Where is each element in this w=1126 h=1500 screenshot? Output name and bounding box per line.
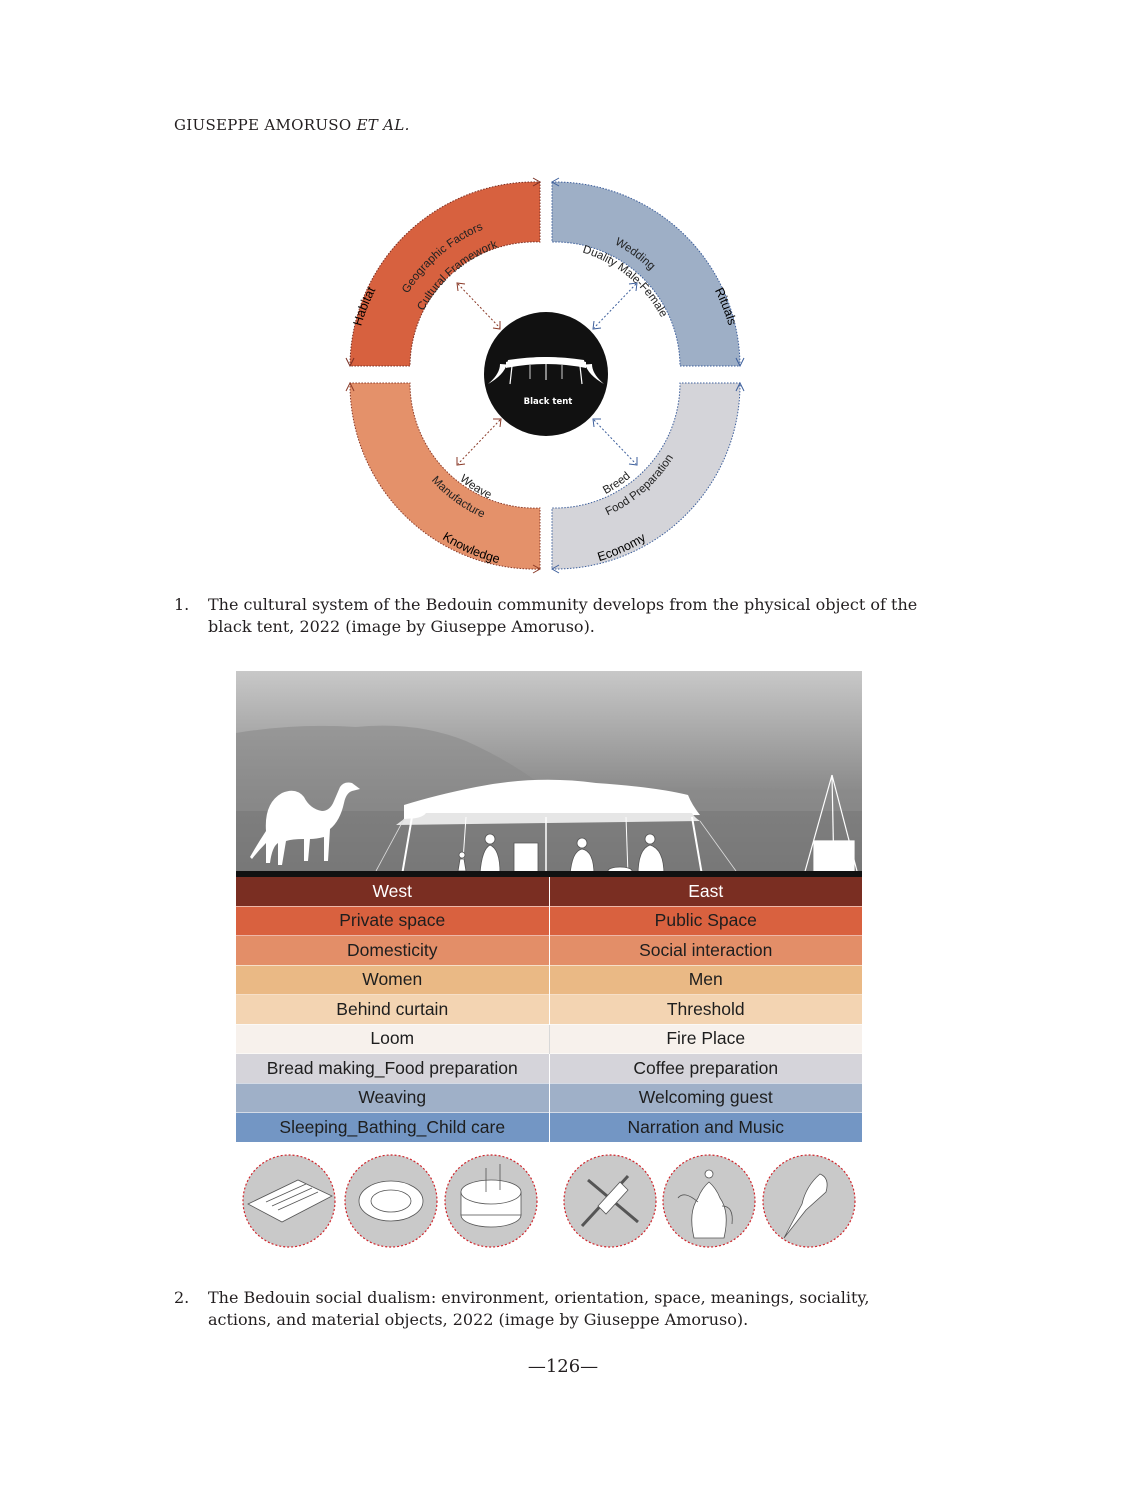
author-name: GIUSEPPE AMORUSO <box>174 116 352 134</box>
east-cell: Coffee preparation <box>549 1054 862 1084</box>
table-row <box>236 906 862 936</box>
west-header: West <box>236 877 549 906</box>
table-row <box>236 1054 862 1084</box>
running-header <box>174 116 410 134</box>
knowledge-item-1: Manufacture <box>429 474 487 521</box>
table-row <box>236 936 862 966</box>
west-cell: Sleeping_Bathing_Child care <box>236 1113 549 1142</box>
east-cell: Public Space <box>549 906 862 936</box>
caption-text: The cultural system of the Bedouin community develops from the physical object of the black tent, 2022 (image by Giuseppe Amoruso). <box>208 595 918 636</box>
west-cell: Loom <box>236 1024 549 1054</box>
east-cell: Welcoming guest <box>549 1083 862 1113</box>
east-cell: Social interaction <box>549 936 862 966</box>
cultural-system-diagram <box>330 168 760 578</box>
east-cell: Threshold <box>549 995 862 1025</box>
rituals-item-2: Duality Male-Female <box>581 243 670 320</box>
west-cell: Domesticity <box>236 936 549 966</box>
economy-item-2: Breed <box>601 470 633 497</box>
east-header: East <box>549 877 862 906</box>
caption-text: The Bedouin social dualism: environment, orientation, space, meanings, sociality, actions, and material objects, 2022 (image by Giuseppe Amoruso). <box>208 1288 870 1329</box>
west-cell: Behind curtain <box>236 995 549 1025</box>
west-cell: Women <box>236 965 549 995</box>
table-row <box>236 1113 862 1142</box>
material-objects-row <box>236 1152 862 1252</box>
west-cell: Bread making_Food preparation <box>236 1054 549 1084</box>
page-number: —126— <box>527 1356 599 1377</box>
economy-title: Economy <box>595 530 649 565</box>
table-row <box>236 965 862 995</box>
knowledge-title: Knowledge <box>440 529 502 567</box>
table-row <box>236 1083 862 1113</box>
east-cell: Men <box>549 965 862 995</box>
dualism-table <box>236 877 862 1142</box>
habitat-item-1: Geographic Factors <box>400 220 485 296</box>
habitat-title: Habitat <box>350 284 379 328</box>
rituals-title: Rituals <box>712 285 740 327</box>
rituals-item-1: Wedding <box>613 236 658 273</box>
table-row <box>236 995 862 1025</box>
social-dualism-figure <box>236 671 862 1252</box>
economy-item-1: Food Preparation <box>603 452 677 519</box>
west-cell: Weaving <box>236 1083 549 1113</box>
table-row <box>236 1024 862 1054</box>
east-cell: Fire Place <box>549 1024 862 1054</box>
center-label: Black tent <box>523 397 573 407</box>
west-cell: Private space <box>236 906 549 936</box>
caption-number: 2. <box>174 1288 190 1307</box>
knowledge-item-2: Weave <box>457 472 494 502</box>
author-etal: ET AL. <box>356 116 410 134</box>
habitat-item-2: Cultural Framework <box>415 238 500 313</box>
east-cell: Narration and Music <box>549 1113 862 1142</box>
caption-number: 1. <box>174 595 190 614</box>
desert-tent-scene <box>236 671 862 877</box>
table-header-row <box>236 877 862 906</box>
